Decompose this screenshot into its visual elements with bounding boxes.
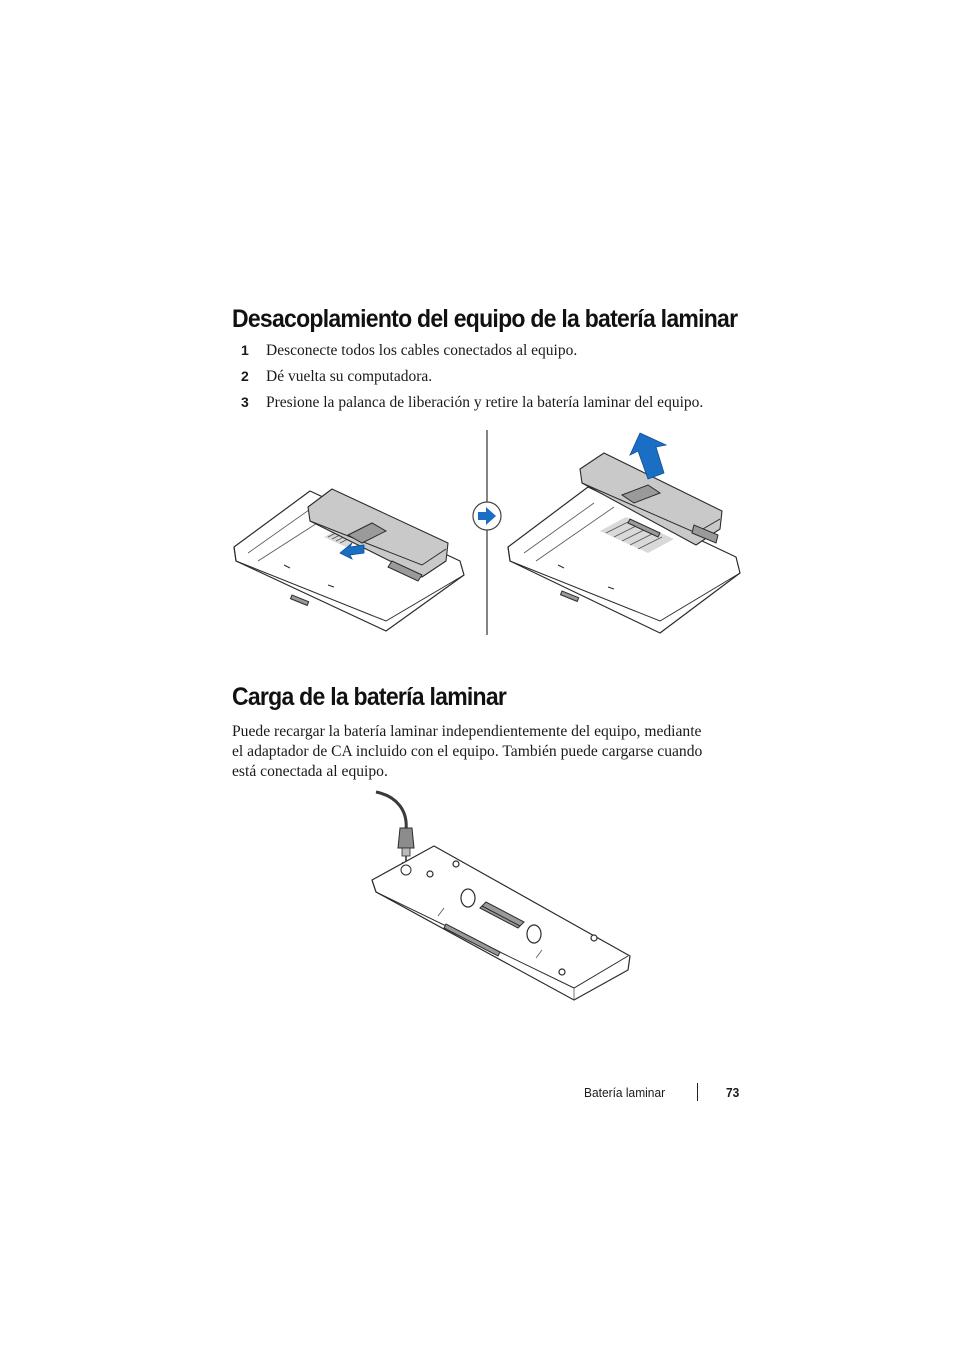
undock-illustration [228, 425, 748, 640]
next-step-arrow-icon [473, 502, 501, 530]
section-title-charge: Carga de la batería laminar [232, 683, 507, 711]
step-text: Presione la palanca de liberación y retire la batería laminar del equipo. [266, 394, 704, 411]
step-number: 1 [241, 342, 249, 358]
step-text: Dé vuelta su computadora. [266, 368, 433, 385]
paragraph-line: Puede recargar la batería laminar independientemente del equipo, mediante [232, 723, 702, 740]
step-item [232, 342, 752, 360]
paragraph-line: está conectada al equipo. [232, 763, 388, 780]
laptop-with-battery-figure [234, 489, 464, 631]
footer-section-name: Batería laminar [584, 1085, 666, 1100]
step-number: 2 [241, 368, 249, 384]
charge-paragraph [232, 722, 742, 782]
laptop-battery-removed-figure [508, 433, 740, 633]
charge-port [401, 865, 411, 875]
section-title-undock: Desacoplamiento del equipo de la batería laminar [232, 305, 738, 333]
step-item [232, 368, 752, 386]
step-number: 3 [241, 394, 249, 410]
ac-adapter-plug [398, 828, 414, 848]
charging-illustration [368, 788, 638, 1008]
step-item [232, 394, 752, 412]
page-number: 73 [726, 1085, 740, 1100]
footer-separator [697, 1083, 698, 1101]
paragraph-line: el adaptador de CA incluido con el equipo. También puede cargarse cuando [232, 743, 703, 760]
step-text: Desconecte todos los cables conectados al equipo. [266, 342, 578, 359]
